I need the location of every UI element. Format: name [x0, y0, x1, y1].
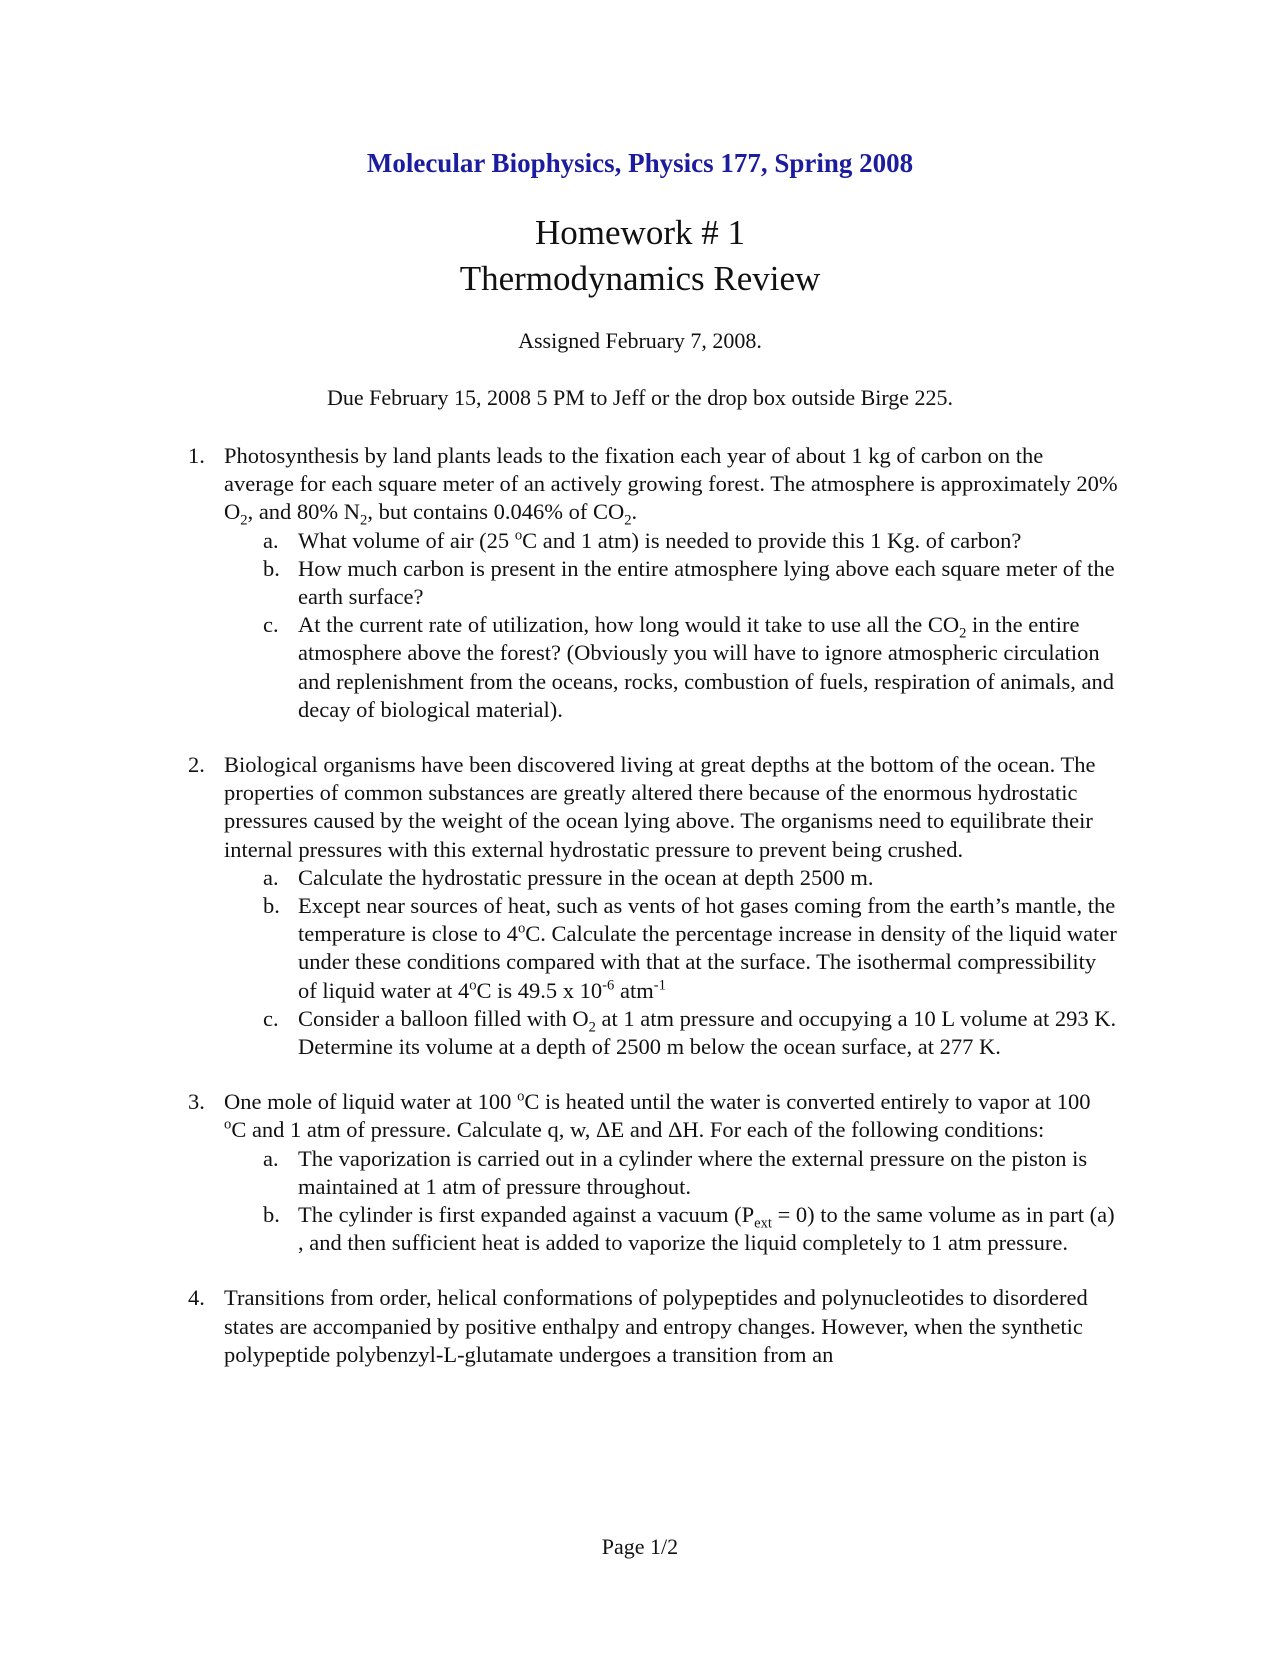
homework-heading: [0, 210, 1280, 302]
page-number: Page 1/2: [601, 1534, 679, 1559]
subpart-b: b. The cylinder is first expanded against a vacuum $(P_{ext} = 0)$ to the same volume as in part (a) , and then sufficient heat is added to vaporize the liquid completely to 1 atm pressure.: [263, 1202, 1115, 1256]
subpart-letter: b.: [263, 1202, 280, 1228]
problem-number: 1.: [188, 443, 205, 468]
problem-text: Photosynthesis by land plants leads to the fixation each year of about 1 kg of carbon on the average for each square meter of an actively growing forest. The atmosphere is approximately 20% $O_2$, and 80% $N_2$, but contains 0.046% of $CO_2$.: [224, 443, 1118, 529]
subpart-c: c. Consider a balloon filled with $O_2$ at 1 atm pressure and occupying a 10 L volume at 293 K. Determine its volume at a depth of 2500 m below the ocean surface, at 277 K.: [263, 1005, 1117, 1060]
problem-4: [188, 1284, 1118, 1369]
course-title: Molecular Biophysics, Physics 177, Spring 2008: [366, 148, 914, 178]
subpart-list: [224, 864, 1118, 1061]
subpart-a: a. What volume of air (25 $^o$C and 1 atm) is needed to provide this 1 Kg. of carbon?: [224, 527, 1118, 555]
problem-number: 3.: [188, 1089, 205, 1115]
problem-3: [188, 1088, 1118, 1257]
problem-2: [188, 751, 1118, 1061]
problem-text: One mole of liquid water at 100 $^o$C is heated until the water is converted entirely to vapor at 100 $^o$C and 1 atm of pressure. Calculate q, w, ΔE and ΔH. For each of the following conditions:: [224, 1088, 1091, 1143]
subpart-c: c. At the current rate of utilization, how long would it take to use all the $CO_2$ in the entire atmosphere above the forest? (Obviously you will have to ignore atmospheric circulation and replenishment from the oceans, rocks, combustion of fuels, respiration of animals, and decay of biological material).: [263, 612, 1115, 722]
subpart-b: b. Except near sources of heat, such as vents of hot gases coming from the earth’s mantle, the temperature is close to 4$^o$C. Calculate the percentage increase in density of the liquid water under these conditions compared with that at the surface. The isothermal compressibility of liquid water at 4$^o$C is 49.5 x $10^{-6}$ atm$^{-1}$: [263, 893, 1117, 1003]
subpart-a: a. The vaporization is carried out in a cylinder where the external pressure on the piston is maintained at 1 atm of pressure throughout.: [263, 1145, 1088, 1199]
assigned-date: Assigned February 7, 2008.: [518, 328, 762, 353]
subpart-list: [224, 1145, 1118, 1258]
problem-1: [188, 442, 1118, 724]
subpart-letter: b.: [263, 893, 280, 919]
subpart-b: b. How much carbon is present in the entire atmosphere lying above each square meter of the earth surface?: [263, 555, 1115, 610]
problem-text: Transitions from order, helical conformations of polypeptides and polynucleotides to disordered states are accompanied by positive enthalpy and entropy changes. However, when the synthetic polypeptide polybenzyl-L-glutamate undergoes a transition from an: [224, 1285, 1088, 1367]
subpart-letter: c.: [263, 612, 279, 638]
subpart-letter: a.: [263, 1145, 279, 1171]
subpart-letter: a.: [263, 864, 279, 890]
homework-topic: Thermodynamics Review: [459, 259, 821, 298]
problem-list: [188, 442, 1118, 1369]
problem-text: Biological organisms have been discovered living at great depths at the bottom of the ocean. The properties of common substances are greatly altered there because of the enormous hydrostatic pressures caused by the weight of the ocean lying above. The organisms need to equilibrate their internal pressures with this external hydrostatic pressure to prevent being crushed.: [224, 752, 1096, 862]
subpart-list: [224, 527, 1118, 724]
subpart-letter: c.: [263, 1005, 279, 1031]
subpart-letter: a.: [263, 527, 279, 553]
homework-number: Homework # 1: [535, 213, 745, 252]
problem-number: 4.: [188, 1285, 205, 1311]
due-date: Due February 15, 2008 5 PM to Jeff or the drop box outside Birge 225.: [326, 385, 954, 410]
problem-number: 2.: [188, 752, 205, 778]
subpart-a: a. Calculate the hydrostatic pressure in the ocean at depth 2500 m.: [224, 864, 1118, 892]
subpart-letter: b.: [263, 555, 280, 581]
